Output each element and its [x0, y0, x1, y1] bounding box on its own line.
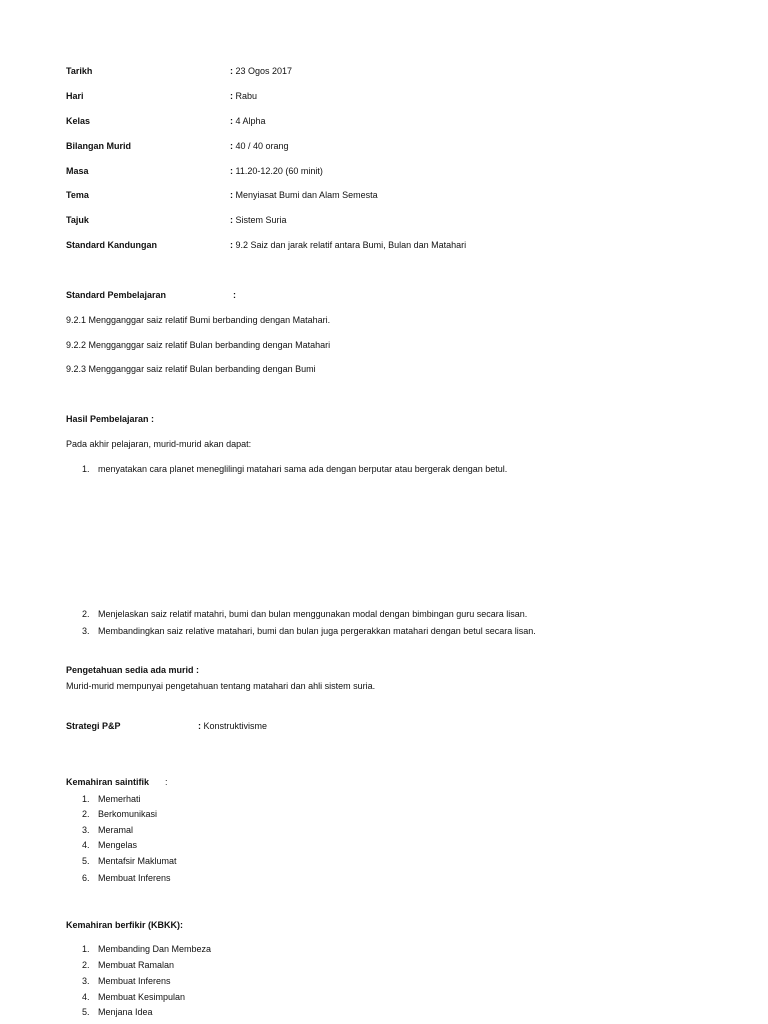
info-value-masa: : 11.20-12.20 (60 minit) [230, 166, 323, 176]
hasil-pembelajaran-heading: Hasil Pembelajaran : [66, 414, 155, 424]
standard-pembelajaran-item: 9.2.3 Mengganggar saiz relatif Bulan berbanding dengan Bumi [66, 364, 316, 374]
pengetahuan-text: Murid-murid mempunyai pengetahuan tentang matahari dan ahli sistem suria. [66, 681, 376, 691]
kemahiran-saintifik-num: 6. [82, 873, 90, 883]
kemahiran-saintifik-item: Meramal [98, 825, 134, 835]
info-label-standard-kandungan: Standard Kandungan [66, 240, 158, 250]
hasil-pembelajaran-num: 2. [82, 609, 90, 619]
kemahiran-saintifik-item: Mengelas [98, 840, 138, 850]
kemahiran-berfikir-num: 4. [82, 992, 90, 1002]
info-label-tarikh: Tarikh [66, 66, 93, 76]
info-value-tarikh: : 23 Ogos 2017 [230, 66, 293, 76]
kemahiran-berfikir-num: 2. [82, 960, 90, 970]
standard-pembelajaran-item: 9.2.2 Mengganggar saiz relatif Bulan berbanding dengan Matahari [66, 340, 331, 350]
kemahiran-berfikir-item: Membuat Ramalan [98, 960, 175, 970]
kemahiran-saintifik-num: 4. [82, 840, 90, 850]
kemahiran-berfikir-item: Membuat Inferens [98, 976, 171, 986]
hasil-pembelajaran-num: 1. [82, 464, 90, 474]
kemahiran-saintifik-num: 1. [82, 794, 90, 804]
kemahiran-saintifik-num: 5. [82, 856, 90, 866]
pengetahuan-heading: Pengetahuan sedia ada murid : [66, 665, 200, 675]
kemahiran-berfikir-num: 1. [82, 944, 90, 954]
info-label-tema: Tema [66, 190, 89, 200]
hasil-pembelajaran-item: Membandingkan saiz relative matahari, bumi dan bulan juga pergerakkan matahari dengan betul secara lisan. [98, 626, 536, 636]
kemahiran-berfikir-heading: Kemahiran berfikir (KBKK): [66, 920, 184, 930]
kemahiran-saintifik-item: Mentafsir Maklumat [98, 856, 177, 866]
kemahiran-saintifik-item: Berkomunikasi [98, 809, 158, 819]
kemahiran-saintifik-item: Membuat Inferens [98, 873, 171, 883]
hasil-pembelajaran-num: 3. [82, 626, 90, 636]
kemahiran-saintifik-colon: : [165, 777, 168, 787]
kemahiran-berfikir-num: 3. [82, 976, 90, 986]
info-label-bilangan-murid: Bilangan Murid [66, 141, 131, 151]
kemahiran-saintifik-num: 3. [82, 825, 90, 835]
info-value-bilangan-murid: : 40 / 40 orang [230, 141, 289, 151]
standard-pembelajaran-colon: : [233, 290, 236, 300]
info-value-kelas: : 4 Alpha [230, 116, 266, 126]
info-value-tajuk: : Sistem Suria [230, 215, 287, 225]
kemahiran-berfikir-item: Membuat Kesimpulan [98, 992, 186, 1002]
hasil-pembelajaran-intro: Pada akhir pelajaran, murid-murid akan dapat: [66, 439, 252, 449]
kemahiran-berfikir-item: Menjana Idea [98, 1007, 153, 1017]
hasil-pembelajaran-item: menyatakan cara planet meneglilingi matahari sama ada dengan berputar atau bergerak dengan betul. [98, 464, 508, 474]
info-label-tajuk: Tajuk [66, 215, 89, 225]
kemahiran-saintifik-item: Memerhati [98, 794, 141, 804]
info-value-tema: : Menyiasat Bumi dan Alam Semesta [230, 190, 378, 200]
strategi-value: : Konstruktivisme [198, 721, 268, 731]
standard-pembelajaran-item: 9.2.1 Mengganggar saiz relatif Bumi berbanding dengan Matahari. [66, 315, 331, 325]
info-label-hari: Hari [66, 91, 84, 101]
info-label-kelas: Kelas [66, 116, 91, 126]
standard-pembelajaran-heading: Standard Pembelajaran [66, 290, 167, 300]
kemahiran-berfikir-num: 5. [82, 1007, 90, 1017]
info-value-hari: : Rabu [230, 91, 258, 101]
hasil-pembelajaran-item: Menjelaskan saiz relatif matahri, bumi dan bulan menggunakan modal dengan bimbingan guru secara lisan. [98, 609, 528, 619]
info-label-masa: Masa [66, 166, 89, 176]
kemahiran-saintifik-num: 2. [82, 809, 90, 819]
info-value-standard-kandungan: : 9.2 Saiz dan jarak relatif antara Bumi, Bulan dan Matahari [230, 240, 467, 250]
kemahiran-saintifik-heading: Kemahiran saintifik [66, 777, 150, 787]
kemahiran-berfikir-item: Membanding Dan Membeza [98, 944, 212, 954]
strategi-label: Strategi P&P [66, 721, 121, 731]
